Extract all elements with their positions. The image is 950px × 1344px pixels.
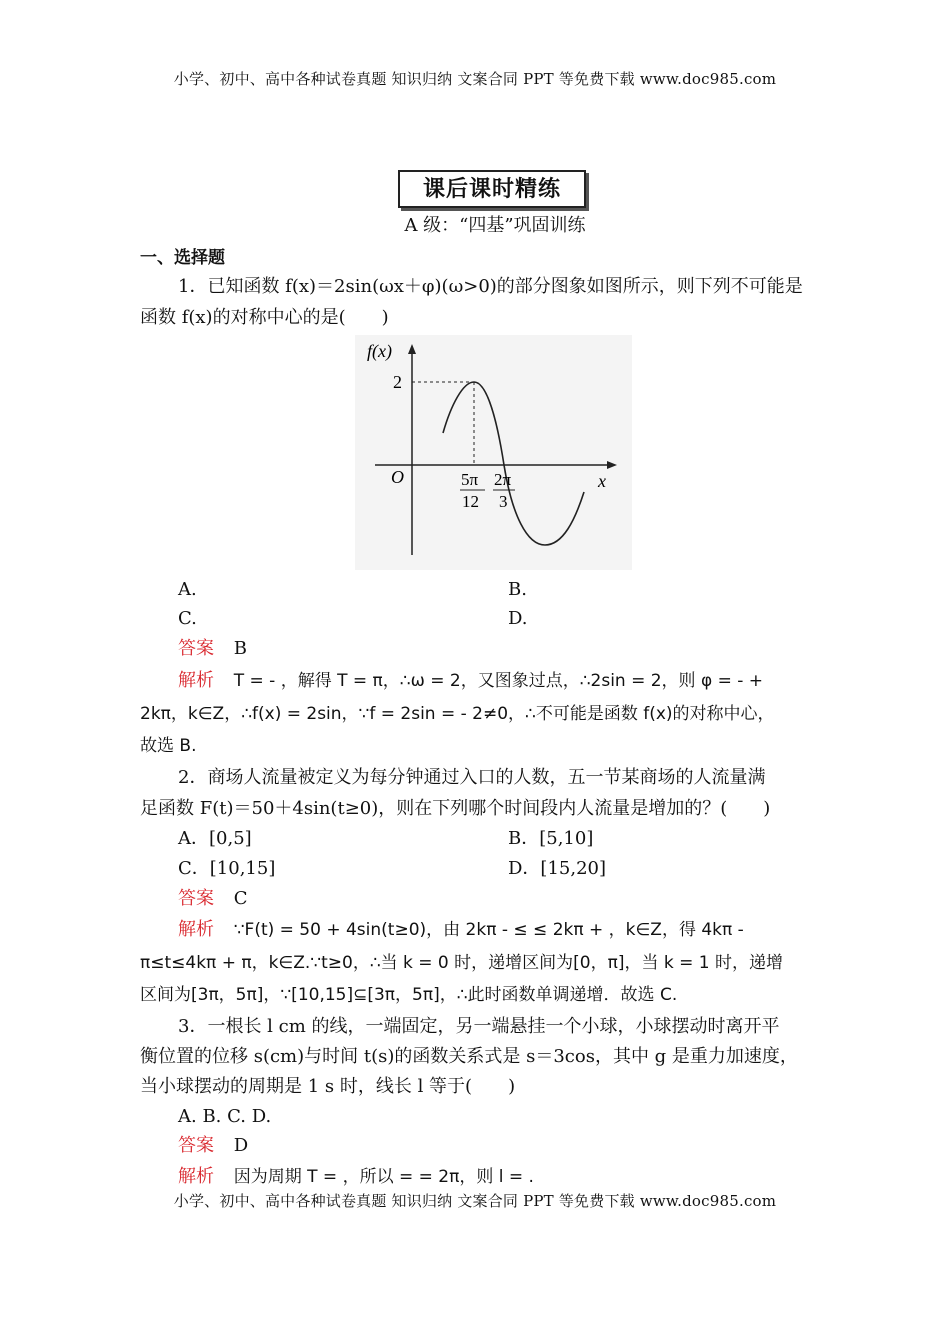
x-tick-5pi-numerator: 5π bbox=[461, 470, 479, 489]
q1-option-b: B. bbox=[508, 579, 527, 600]
analysis-label: 解析 bbox=[178, 1166, 214, 1187]
answer-label: 答案 bbox=[178, 888, 214, 909]
q2-analysis-line2: π≤t≤4kπ + π，k∈Z.∵t≥0，∴当 k = 0 时，递增区间为[0，π]，当 k = 1 时，递增 bbox=[140, 953, 783, 973]
analysis-label: 解析 bbox=[178, 670, 214, 691]
x-tick-2pi-denominator: 3 bbox=[499, 492, 508, 511]
q1-analysis-line3: 故选 B. bbox=[140, 736, 197, 756]
q3-answer-row bbox=[178, 1133, 248, 1159]
q2-answer-value: C bbox=[233, 888, 248, 909]
q3-options: A. B. C. D. bbox=[178, 1106, 272, 1127]
x-tick-2pi-numerator: 2π bbox=[494, 470, 512, 489]
sine-graph-figure bbox=[355, 335, 632, 570]
q2-answer-row bbox=[178, 886, 248, 912]
x-axis-label: x bbox=[598, 471, 606, 491]
q1-answer-value: B bbox=[233, 638, 247, 659]
q2-option-b: B．[5,10] bbox=[508, 828, 594, 849]
q3-stem-line1: 3．一根长 l cm 的线，一端固定，另一端悬挂一个小球，小球摆动时离开平 bbox=[178, 1016, 780, 1037]
section-heading: 一、选择题 bbox=[140, 248, 225, 268]
q1-analysis-text1: T = - ，解得 T = π，∴ω = 2，又图象过点，∴2sin = 2，则 φ = - + bbox=[233, 671, 764, 691]
origin-label: O bbox=[391, 467, 404, 487]
q2-analysis-line1 bbox=[178, 917, 744, 943]
answer-label: 答案 bbox=[178, 1135, 214, 1156]
q1-option-c: C. bbox=[178, 608, 197, 629]
x-tick-5pi-denominator: 12 bbox=[462, 492, 479, 511]
page-title: 课后课时精练 bbox=[398, 170, 586, 208]
q2-option-c: C．[10,15] bbox=[178, 858, 276, 879]
q1-analysis-line1 bbox=[178, 668, 763, 694]
analysis-label: 解析 bbox=[178, 919, 214, 940]
page-header: 小学、初中、高中各种试卷真题 知识归纳 文案合同 PPT 等免费下载 www.doc985.com bbox=[173, 70, 777, 88]
q3-analysis-line1 bbox=[178, 1164, 534, 1190]
q1-option-d: D. bbox=[508, 608, 528, 629]
figure-background bbox=[355, 335, 632, 570]
q2-stem-line2: 足函数 F(t)＝50＋4sin(t≥0)，则在下列哪个时间段内人流量是增加的？( ) bbox=[140, 798, 771, 819]
q2-option-d: D．[15,20] bbox=[508, 858, 607, 879]
q1-stem-line2: 函数 f(x)的对称中心的是( ) bbox=[140, 307, 389, 328]
q1-analysis-line2: 2kπ，k∈Z，∴f(x) = 2sin，∵f = 2sin = - 2≠0，∴不可能是函数 f(x)的对称中心， bbox=[140, 704, 775, 724]
q3-answer-value: D bbox=[233, 1135, 249, 1156]
q3-stem-line3: 当小球摆动的周期是 1 s 时，线长 l 等于( ) bbox=[140, 1076, 516, 1097]
q3-stem-line2: 衡位置的位移 s(cm)与时间 t(s)的函数关系式是 s＝3cos，其中 g 是重力加速度， bbox=[140, 1046, 798, 1067]
level-subtitle: A 级：“四基”巩固训练 bbox=[404, 215, 586, 236]
q2-analysis-line3: 区间为[3π，5π]，∵[10,15]⊆[3π，5π]，∴此时函数单调递增．故选 C. bbox=[140, 985, 678, 1005]
y-axis-label: f(x) bbox=[367, 341, 392, 361]
q3-analysis-text1: 因为周期 T = ，所以 = = 2π，则 l = . bbox=[233, 1167, 534, 1187]
answer-label: 答案 bbox=[178, 638, 214, 659]
q2-analysis-text1: ∵F(t) = 50 + 4sin(t≥0)，由 2kπ - ≤ ≤ 2kπ + ，k∈Z，得 4kπ - bbox=[233, 920, 744, 940]
page-footer: 小学、初中、高中各种试卷真题 知识归纳 文案合同 PPT 等免费下载 www.doc985.com bbox=[173, 1192, 777, 1210]
y-tick-2: 2 bbox=[393, 372, 402, 392]
q1-answer-row bbox=[178, 636, 247, 662]
q1-stem-line1: 1．已知函数 f(x)＝2sin(ωx＋φ)(ω>0)的部分图象如图所示，则下列不可能是 bbox=[178, 276, 803, 297]
q2-option-a: A．[0,5] bbox=[178, 828, 252, 849]
q1-option-a: A. bbox=[178, 579, 197, 600]
q2-stem-line1: 2．商场人流量被定义为每分钟通过入口的人数，五一节某商场的人流量满 bbox=[178, 767, 766, 788]
